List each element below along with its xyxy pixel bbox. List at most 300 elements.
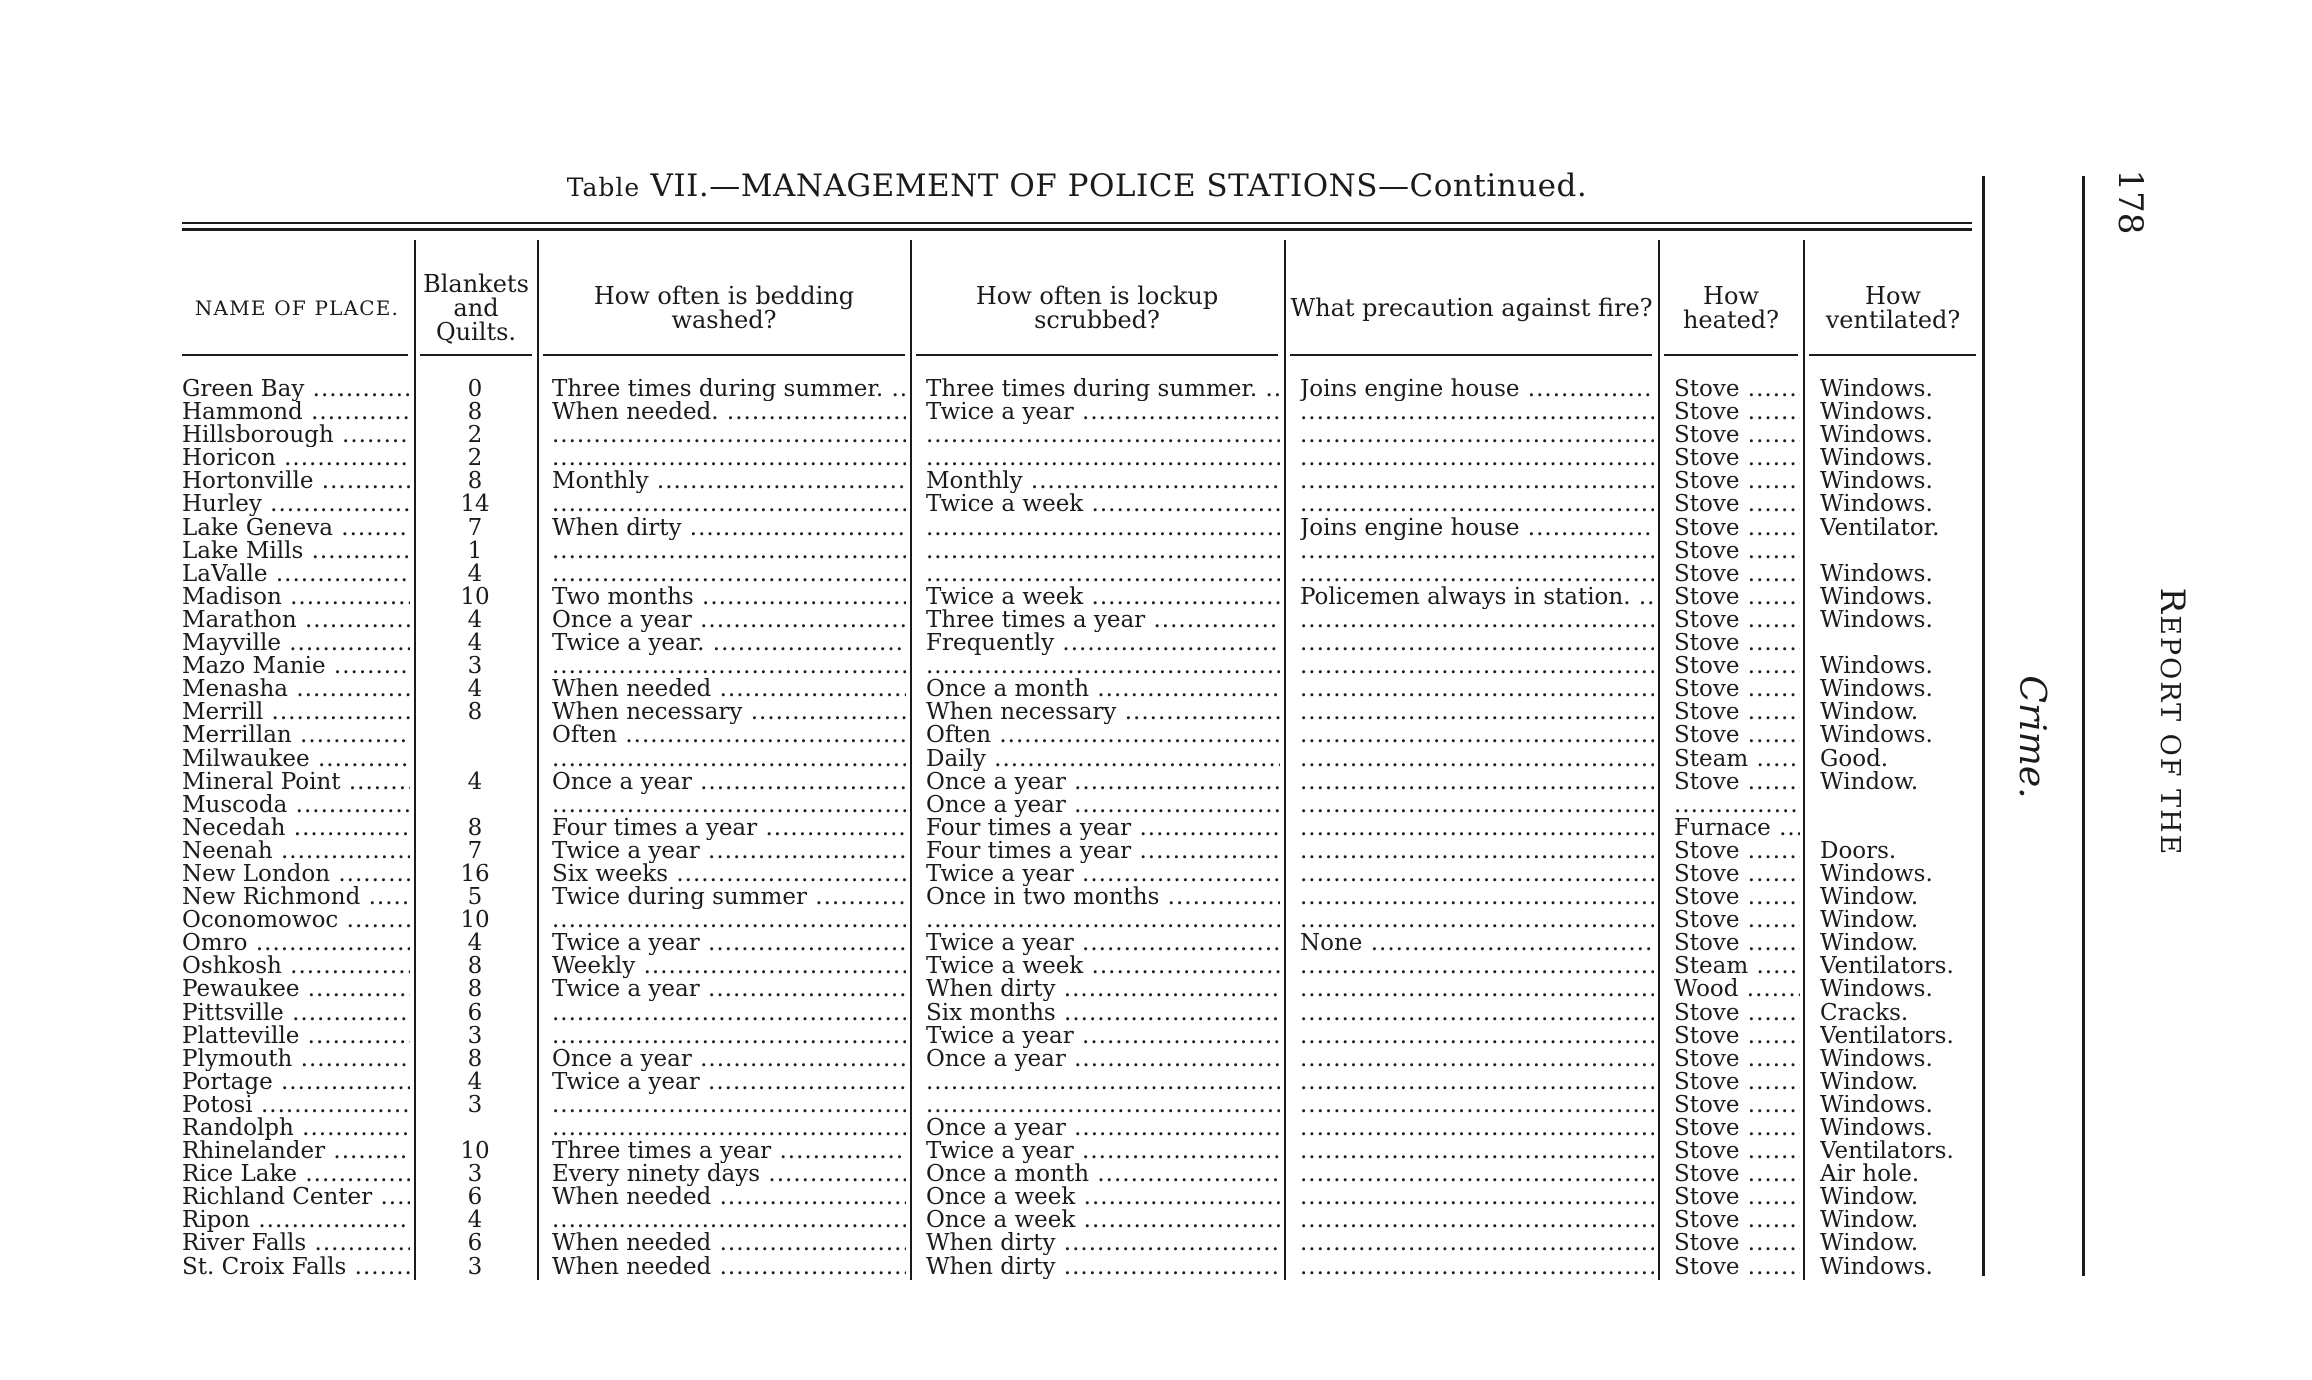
cell-blankets: 3 (467, 1024, 483, 1048)
cell-heated: Stove ..... (1674, 932, 1800, 955)
header-bedding-washed: How often is bedding washed? (593, 282, 855, 334)
cell-blankets: 8 (467, 1047, 483, 1071)
cell-heated: Stove ..... (1674, 517, 1800, 540)
cell-fire (1300, 1094, 1654, 1117)
cell-heated: Stove ..... (1674, 1140, 1800, 1163)
table-row (0, 1256, 2000, 1279)
cell-blankets: 0 (467, 378, 483, 401)
cell-fire (1300, 493, 1654, 516)
table-title-prefix: Table (566, 173, 641, 202)
cell-heated: Stove ..... (1674, 1117, 1800, 1140)
cell-ventilated: Windows. (1820, 1255, 1933, 1279)
cell-lockup: Once a year ..... (926, 771, 1280, 794)
cell-blankets: 6 (467, 1186, 483, 1210)
cell-heated: Stove ..... (1674, 632, 1800, 655)
cell-blankets (416, 724, 534, 747)
cell-heated: Stove ..... (1674, 701, 1800, 724)
table-row (0, 909, 2000, 932)
cell-bedding: Twice a year ..... (552, 978, 906, 1001)
table-row (0, 1025, 2000, 1048)
cell-place: Neenah ..... (182, 840, 410, 863)
cell-bedding: Twice a year ..... (552, 840, 906, 863)
cell-fire (1300, 609, 1654, 632)
cell-fire (1300, 563, 1654, 586)
cell-ventilated: Windows. (1820, 724, 1933, 748)
cell-place: Mazo Manie ..... (182, 655, 410, 678)
cell-fire (1300, 817, 1654, 840)
cell-ventilated: Windows. (1820, 470, 1933, 494)
cell-fire (1300, 678, 1654, 701)
cell-blankets: 8 (467, 470, 483, 494)
cell-lockup: Six months ..... (926, 1002, 1280, 1025)
cell-lockup: Twice a week ..... (926, 955, 1280, 978)
table-row (0, 771, 2000, 794)
table-row (0, 1232, 2000, 1255)
cell-heated (1674, 794, 1800, 817)
cell-heated: Steam ..... (1674, 955, 1800, 978)
cell-fire: Policemen always in station. ..... (1300, 586, 1654, 609)
running-head-report (2148, 562, 2192, 882)
cell-heated: Steam ..... (1674, 748, 1800, 771)
cell-heated: Stove ..... (1674, 447, 1800, 470)
cell-bedding (552, 493, 906, 516)
cell-bedding (552, 794, 906, 817)
table-row (0, 447, 2000, 470)
cell-heated: Stove ..... (1674, 886, 1800, 909)
table-title (182, 168, 1972, 208)
cell-heated: Stove ..... (1674, 378, 1800, 401)
cell-blankets: 14 (460, 493, 490, 517)
cell-lockup: Once a week ..... (926, 1209, 1280, 1232)
table-row (0, 470, 2000, 493)
cell-ventilated: Windows. (1820, 1047, 1933, 1071)
cell-place: Rice Lake ..... (182, 1163, 410, 1186)
cell-place: River Falls ..... (182, 1232, 410, 1255)
cell-place: LaValle ..... (182, 563, 410, 586)
cell-blankets: 4 (467, 632, 483, 656)
cell-place: Potosi ..... (182, 1094, 410, 1117)
running-head-crime: Crime. (2011, 675, 2052, 799)
cell-fire (1300, 701, 1654, 724)
cell-bedding: Six weeks ..... (552, 863, 906, 886)
header-how-ventilated: How ventilated? (1825, 282, 1961, 334)
cell-heated: Stove ..... (1674, 1048, 1800, 1071)
cell-bedding: Twice a year. ..... (552, 632, 906, 655)
cell-place: Richland Center ..... (182, 1186, 410, 1209)
cell-ventilated: Windows. (1820, 862, 1933, 886)
cell-fire (1300, 1071, 1654, 1094)
cell-ventilated: Ventilator. (1820, 516, 1940, 540)
cell-heated: Stove ..... (1674, 655, 1800, 678)
cell-ventilated: Windows. (1820, 424, 1933, 448)
cell-place: Muscoda ..... (182, 794, 410, 817)
cell-lockup: Twice a week ..... (926, 586, 1280, 609)
table-row (0, 1002, 2000, 1025)
cell-bedding: When dirty ..... (552, 517, 906, 540)
cell-lockup: Three times a year ..... (926, 609, 1280, 632)
cell-bedding: When needed ..... (552, 1256, 906, 1279)
cell-bedding (552, 540, 906, 563)
cell-ventilated: Windows. (1820, 655, 1933, 679)
cell-lockup: Four times a year ..... (926, 817, 1280, 840)
header-underline (543, 354, 905, 356)
cell-lockup (926, 909, 1280, 932)
cell-heated: Stove ..... (1674, 1025, 1800, 1048)
table-row (0, 609, 2000, 632)
cell-ventilated: Windows. (1820, 978, 1933, 1002)
table-row (0, 424, 2000, 447)
cell-heated: Stove ..... (1674, 470, 1800, 493)
page-number: 178 (2110, 169, 2150, 235)
cell-place: Lake Mills ..... (182, 540, 410, 563)
cell-blankets: 8 (467, 401, 483, 425)
cell-bedding: Twice a year ..... (552, 1071, 906, 1094)
cell-fire (1300, 1163, 1654, 1186)
cell-place: St. Croix Falls ..... (182, 1256, 410, 1279)
cell-place: Necedah ..... (182, 817, 410, 840)
title-rule-bottom (182, 228, 1972, 231)
header-fire-precaution: What precaution against fire? (1290, 294, 1653, 322)
cell-ventilated: Windows. (1820, 493, 1933, 517)
cell-blankets (416, 1117, 534, 1140)
cell-heated: Stove ..... (1674, 1071, 1800, 1094)
cell-bedding: Weekly ..... (552, 955, 906, 978)
cell-bedding (552, 447, 906, 470)
cell-bedding (552, 748, 906, 771)
cell-bedding: Four times a year ..... (552, 817, 906, 840)
cell-place: Menasha ..... (182, 678, 410, 701)
cell-bedding (552, 655, 906, 678)
cell-ventilated: Cracks. (1820, 1001, 1909, 1025)
cell-blankets: 8 (467, 816, 483, 840)
cell-bedding: Three times during summer. ..... (552, 378, 906, 401)
cell-place: Randolph ..... (182, 1117, 410, 1140)
cell-heated: Stove ..... (1674, 840, 1800, 863)
cell-heated: Stove ..... (1674, 863, 1800, 886)
cell-place: Oconomowoc ..... (182, 909, 410, 932)
cell-place: Pittsville ..... (182, 1002, 410, 1025)
cell-bedding (552, 1209, 906, 1232)
cell-lockup: Once a week ..... (926, 1186, 1280, 1209)
cell-heated: Stove ..... (1674, 771, 1800, 794)
cell-fire (1300, 771, 1654, 794)
cell-ventilated: Air hole. (1820, 1163, 1920, 1187)
cell-fire (1300, 401, 1654, 424)
cell-place: Hortonville ..... (182, 470, 410, 493)
cell-lockup (926, 655, 1280, 678)
table-row (0, 1094, 2000, 1117)
cell-fire (1300, 1140, 1654, 1163)
cell-fire (1300, 1256, 1654, 1279)
cell-lockup (926, 1071, 1280, 1094)
table-row (0, 1071, 2000, 1094)
table-row (0, 794, 2000, 817)
cell-heated: Stove ..... (1674, 1209, 1800, 1232)
cell-lockup (926, 563, 1280, 586)
cell-bedding: Once a year ..... (552, 609, 906, 632)
cell-bedding: Three times a year ..... (552, 1140, 906, 1163)
title-rule-top (182, 222, 1972, 224)
cell-ventilated: Windows. (1820, 585, 1933, 609)
table-row (0, 724, 2000, 747)
cell-ventilated: Windows. (1820, 1093, 1933, 1117)
cell-blankets: 3 (467, 655, 483, 679)
cell-bedding: Once a year ..... (552, 1048, 906, 1071)
cell-fire: None ..... (1300, 932, 1654, 955)
cell-blankets: 1 (467, 539, 483, 563)
cell-place: New Richmond ..... (182, 886, 410, 909)
cell-blankets: 4 (467, 1209, 483, 1233)
cell-heated: Stove ..... (1674, 424, 1800, 447)
cell-fire (1300, 978, 1654, 1001)
table-row (0, 1048, 2000, 1071)
table-row (0, 955, 2000, 978)
table-row (0, 1140, 2000, 1163)
cell-fire: Joins engine house ..... (1300, 517, 1654, 540)
cell-heated: Stove ..... (1674, 1094, 1800, 1117)
cell-lockup: Once a month ..... (926, 678, 1280, 701)
header-lockup-scrubbed: How often is lockup scrubbed? (975, 282, 1219, 334)
header-blankets: Blankets and Quilts. (423, 270, 529, 346)
cell-ventilated: Window. (1820, 909, 1919, 933)
header-name-of-place: NAME OF PLACE. (194, 296, 400, 320)
cell-bedding: When necessary ..... (552, 701, 906, 724)
cell-lockup: Twice a year ..... (926, 863, 1280, 886)
cell-lockup: Once in two months ..... (926, 886, 1280, 909)
cell-heated: Furnace ..... (1674, 817, 1800, 840)
header-how-heated: How heated? (1682, 282, 1780, 334)
cell-fire (1300, 794, 1654, 817)
cell-ventilated (1820, 794, 1980, 817)
cell-blankets: 6 (467, 1232, 483, 1256)
cell-heated: Stove ..... (1674, 586, 1800, 609)
cell-bedding: Twice during summer ..... (552, 886, 906, 909)
table-row (0, 863, 2000, 886)
cell-ventilated: Window. (1820, 886, 1919, 910)
cell-lockup: When dirty ..... (926, 1256, 1280, 1279)
cell-bedding: Once a year ..... (552, 771, 906, 794)
cell-blankets: 6 (467, 1001, 483, 1025)
cell-ventilated (1820, 540, 1980, 563)
cell-heated: Stove ..... (1674, 1002, 1800, 1025)
table-title-main: VII.—MANAGEMENT OF POLICE STATIONS—Continued. (650, 168, 1588, 204)
cell-blankets: 4 (467, 678, 483, 702)
cell-ventilated: Window. (1820, 1209, 1919, 1233)
cell-bedding: Two months ..... (552, 586, 906, 609)
cell-fire (1300, 447, 1654, 470)
cell-bedding (552, 1025, 906, 1048)
cell-bedding: When needed. ..... (552, 401, 906, 424)
cell-heated: Wood ..... (1674, 978, 1800, 1001)
cell-ventilated: Window. (1820, 1232, 1919, 1256)
cell-fire (1300, 863, 1654, 886)
header-underline (916, 354, 1278, 356)
cell-place: Rhinelander ..... (182, 1140, 410, 1163)
cell-fire (1300, 1209, 1654, 1232)
cell-bedding (552, 424, 906, 447)
cell-fire (1300, 909, 1654, 932)
cell-blankets (416, 748, 534, 771)
cell-blankets: 4 (467, 562, 483, 586)
cell-fire (1300, 840, 1654, 863)
cell-place: Milwaukee ..... (182, 748, 410, 771)
table-row (0, 517, 2000, 540)
cell-ventilated: Window. (1820, 1186, 1919, 1210)
cell-bedding: Often ..... (552, 724, 906, 747)
cell-bedding (552, 1117, 906, 1140)
table-row (0, 655, 2000, 678)
cell-ventilated: Windows. (1820, 678, 1933, 702)
cell-lockup (926, 424, 1280, 447)
cell-lockup: Once a year ..... (926, 1048, 1280, 1071)
cell-heated: Stove ..... (1674, 678, 1800, 701)
header-underline (1290, 354, 1652, 356)
cell-ventilated (1820, 817, 1980, 840)
cell-fire (1300, 724, 1654, 747)
cell-heated: Stove ..... (1674, 1232, 1800, 1255)
cell-place: Lake Geneva ..... (182, 517, 410, 540)
cell-ventilated: Window. (1820, 701, 1919, 725)
cell-lockup: Twice a year ..... (926, 401, 1280, 424)
table-row (0, 1117, 2000, 1140)
cell-blankets: 4 (467, 932, 483, 956)
cell-place: Omro ..... (182, 932, 410, 955)
cell-fire (1300, 1117, 1654, 1140)
cell-lockup: Once a month ..... (926, 1163, 1280, 1186)
cell-blankets: 10 (460, 585, 490, 609)
cell-fire (1300, 886, 1654, 909)
header-underline (420, 354, 532, 356)
cell-place: Hillsborough ..... (182, 424, 410, 447)
cell-ventilated: Ventilators. (1820, 955, 1954, 979)
table-row (0, 493, 2000, 516)
cell-heated: Stove ..... (1674, 909, 1800, 932)
cell-lockup: Three times during summer. ..... (926, 378, 1280, 401)
header-underline (1809, 354, 1976, 356)
cell-bedding: When needed ..... (552, 1186, 906, 1209)
cell-place: Hammond ..... (182, 401, 410, 424)
cell-lockup (926, 517, 1280, 540)
cell-place: Horicon ..... (182, 447, 410, 470)
cell-ventilated: Doors. (1820, 839, 1897, 863)
cell-lockup: Twice a year ..... (926, 932, 1280, 955)
cell-place: Platteville ..... (182, 1025, 410, 1048)
cell-place: Oshkosh ..... (182, 955, 410, 978)
cell-fire (1300, 955, 1654, 978)
cell-place: Mineral Point ..... (182, 771, 410, 794)
cell-fire (1300, 748, 1654, 771)
cell-heated: Stove ..... (1674, 563, 1800, 586)
table-row (0, 932, 2000, 955)
cell-lockup: Once a year ..... (926, 1117, 1280, 1140)
cell-place: Marathon ..... (182, 609, 410, 632)
table-row (0, 401, 2000, 424)
table-row (0, 378, 2000, 401)
table-row (0, 1209, 2000, 1232)
cell-lockup (926, 540, 1280, 563)
cell-lockup (926, 1094, 1280, 1117)
cell-place: Ripon ..... (182, 1209, 410, 1232)
cell-fire (1300, 540, 1654, 563)
cell-bedding: Monthly ..... (552, 470, 906, 493)
table-row (0, 817, 2000, 840)
cell-heated: Stove ..... (1674, 540, 1800, 563)
cell-blankets: 10 (460, 1140, 490, 1164)
cell-bedding: When needed ..... (552, 1232, 906, 1255)
cell-lockup: When dirty ..... (926, 978, 1280, 1001)
cell-lockup: When necessary ..... (926, 701, 1280, 724)
cell-blankets: 3 (467, 1255, 483, 1279)
table-row (0, 1186, 2000, 1209)
cell-fire (1300, 632, 1654, 655)
margin-rule (2082, 176, 2085, 1276)
running-head-report-initial: R (2152, 587, 2192, 616)
cell-heated: Stove ..... (1674, 1163, 1800, 1186)
cell-ventilated: Good. (1820, 747, 1889, 771)
cell-heated: Stove ..... (1674, 724, 1800, 747)
cell-place: New London ..... (182, 863, 410, 886)
cell-blankets: 2 (467, 447, 483, 471)
cell-heated: Stove ..... (1674, 1186, 1800, 1209)
cell-bedding: Twice a year ..... (552, 932, 906, 955)
cell-ventilated: Ventilators. (1820, 1140, 1954, 1164)
cell-blankets: 4 (467, 1070, 483, 1094)
cell-ventilated: Window. (1820, 932, 1919, 956)
cell-ventilated (1820, 632, 1980, 655)
cell-ventilated: Windows. (1820, 562, 1933, 586)
cell-heated: Stove ..... (1674, 609, 1800, 632)
header-underline (182, 354, 408, 356)
cell-ventilated: Ventilators. (1820, 1024, 1954, 1048)
cell-heated: Stove ..... (1674, 401, 1800, 424)
table-row (0, 678, 2000, 701)
table-row (0, 586, 2000, 609)
running-head-report-rest: EPORT OF THE (2154, 615, 2185, 857)
cell-place: Portage ..... (182, 1071, 410, 1094)
cell-bedding (552, 563, 906, 586)
cell-lockup: Twice a year ..... (926, 1140, 1280, 1163)
table-row (0, 886, 2000, 909)
table-row (0, 563, 2000, 586)
table-row (0, 978, 2000, 1001)
cell-place: Merrillan ..... (182, 724, 410, 747)
cell-fire: Joins engine house ..... (1300, 378, 1654, 401)
cell-lockup: When dirty ..... (926, 1232, 1280, 1255)
cell-fire (1300, 424, 1654, 447)
cell-blankets: 8 (467, 955, 483, 979)
cell-ventilated: Windows. (1820, 447, 1933, 471)
cell-lockup: Daily ..... (926, 748, 1280, 771)
cell-heated: Stove ..... (1674, 1256, 1800, 1279)
cell-blankets: 16 (460, 862, 490, 886)
cell-blankets: 8 (467, 701, 483, 725)
cell-ventilated: Windows. (1820, 401, 1933, 425)
cell-blankets: 8 (467, 978, 483, 1002)
cell-lockup: Once a year ..... (926, 794, 1280, 817)
cell-blankets: 4 (467, 608, 483, 632)
cell-lockup: Four times a year ..... (926, 840, 1280, 863)
cell-lockup: Monthly ..... (926, 470, 1280, 493)
cell-lockup: Frequently ..... (926, 632, 1280, 655)
cell-heated: Stove ..... (1674, 493, 1800, 516)
table-body (0, 378, 2000, 1279)
cell-lockup: Often ..... (926, 724, 1280, 747)
cell-place: Pewaukee ..... (182, 978, 410, 1001)
cell-blankets: 7 (467, 516, 483, 540)
cell-place: Plymouth ..... (182, 1048, 410, 1071)
table-row (0, 840, 2000, 863)
cell-blankets: 3 (467, 1163, 483, 1187)
